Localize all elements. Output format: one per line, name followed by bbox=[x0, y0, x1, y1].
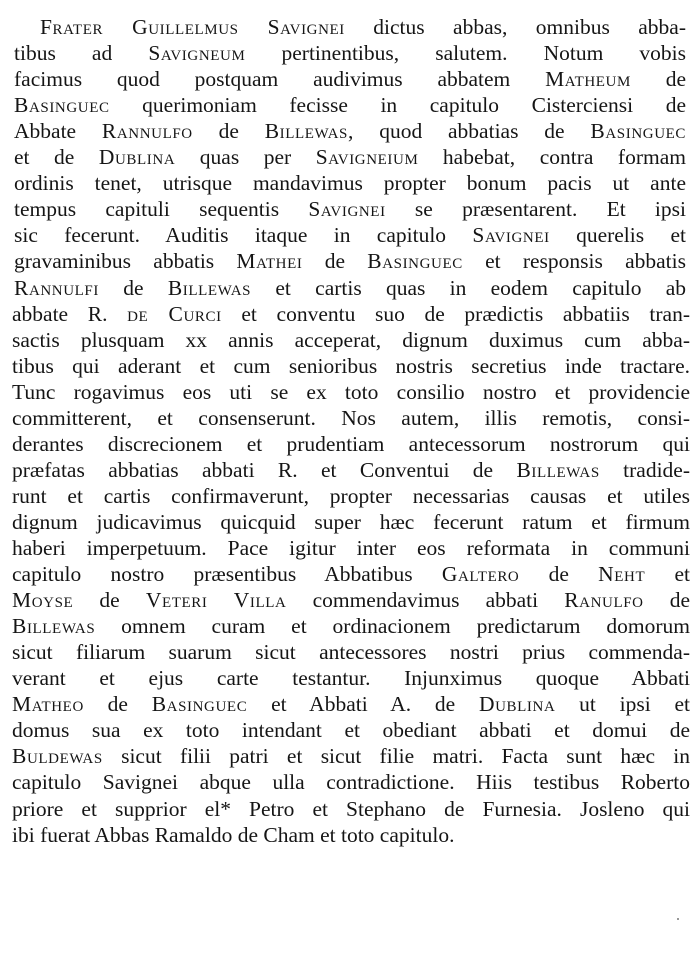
text-run: sicut filiarum suarum sicut antecessores nostri prius commenda- bbox=[12, 640, 690, 664]
text-line bbox=[14, 170, 686, 196]
text-run: domus sua ex toto intendant et obediant abbati et domui de bbox=[12, 718, 690, 742]
small-caps-name: Basinguec bbox=[14, 93, 110, 117]
text-run: derantes discrecionem et prudentiam antecessorum nostrorum qui bbox=[12, 432, 690, 456]
small-caps-name: Savignei bbox=[472, 223, 550, 247]
small-caps-name: Savignei bbox=[308, 197, 386, 221]
text-line bbox=[12, 717, 690, 743]
small-caps-name: Matheum bbox=[545, 67, 631, 91]
text-line bbox=[12, 431, 690, 457]
text-run: ut ipsi et bbox=[555, 692, 690, 716]
text-run: ordinis tenet, utrisque mandavimus propter bonum pacis ut ante bbox=[14, 171, 686, 195]
small-caps-name: Matheo bbox=[12, 692, 84, 716]
text-run: habebat, contra formam bbox=[418, 145, 686, 169]
text-run: omnem curam et ordinacionem predictarum domorum bbox=[95, 614, 690, 638]
text-run: tibus ad bbox=[14, 41, 149, 65]
text-run: haberi imperpetuum. Pace igitur inter eos reformata in communi bbox=[12, 536, 690, 560]
text-run: sicut filii patri et sicut filie matri. Facta sunt hæc in bbox=[102, 744, 690, 768]
text-run: de bbox=[98, 276, 168, 300]
text-run: de bbox=[83, 692, 152, 716]
text-run: Tunc rogavimus eos uti se ex toto consilio nostro et providencie bbox=[12, 380, 690, 404]
small-caps-name: Billewas bbox=[12, 614, 96, 638]
text-line bbox=[12, 535, 690, 561]
text-run: tradide- bbox=[599, 458, 690, 482]
small-caps-name: Billewas bbox=[167, 276, 252, 300]
small-caps-name: Mathei bbox=[236, 249, 303, 273]
text-run: Abbate bbox=[14, 119, 102, 143]
text-run: dictus abbas, omnibus abba- bbox=[344, 15, 686, 39]
text-line bbox=[12, 613, 690, 639]
text-run: querelis et bbox=[549, 223, 686, 247]
text-line bbox=[40, 14, 686, 40]
text-run: et de bbox=[14, 145, 99, 169]
text-run: capitulo Savignei abque ulla contradictione. Hiis testibus Roberto bbox=[12, 770, 690, 794]
text-line bbox=[14, 118, 686, 144]
text-run: verant et ejus carte testantur. Injunximus quoque Abbati bbox=[12, 666, 690, 690]
small-caps-name: Rannulfo bbox=[101, 119, 193, 143]
text-run: capitulo nostro præsentibus Abbatibus bbox=[12, 562, 442, 586]
text-line bbox=[12, 587, 690, 613]
text-line bbox=[12, 796, 690, 822]
text-run: sic fecerunt. Auditis itaque in capitulo bbox=[14, 223, 473, 247]
text-line bbox=[12, 379, 690, 405]
text-line bbox=[12, 639, 690, 665]
small-caps-name: Dublina bbox=[98, 145, 176, 169]
text-line bbox=[14, 40, 686, 66]
small-caps-name: Moyse bbox=[12, 588, 74, 612]
text-run: et Abbati A. de bbox=[247, 692, 479, 716]
text-run: de bbox=[519, 562, 599, 586]
text-line bbox=[12, 561, 690, 587]
small-caps-name: Neht bbox=[598, 562, 646, 586]
text-run: quas per bbox=[175, 145, 316, 169]
small-caps-name: Buldewas bbox=[12, 744, 103, 768]
text-run: et bbox=[645, 562, 690, 586]
text-run: facimus quod postquam audivimus abbatem bbox=[14, 67, 546, 91]
text-run: et cartis quas in eodem capitulo ab bbox=[251, 276, 686, 300]
text-run: sactis plusquam xx annis acceperat, dignum duximus cum abba- bbox=[12, 328, 690, 352]
text-line bbox=[12, 301, 690, 327]
text-run: et conventu suo de prædictis abbatiis tran- bbox=[221, 302, 690, 326]
small-caps-name: Rannulfi bbox=[14, 276, 99, 300]
text-line bbox=[12, 327, 690, 353]
text-line bbox=[12, 483, 690, 509]
text-line bbox=[14, 66, 686, 92]
text-line bbox=[12, 691, 690, 717]
text-run: tibus qui aderant et cum senioribus nostris secretius inde tractare. bbox=[12, 354, 690, 378]
small-caps-name: Billewas bbox=[264, 119, 348, 143]
text-run: , quod abbatias de bbox=[347, 119, 591, 143]
small-caps-name: Frater Guillelmus Savignei bbox=[40, 15, 345, 39]
small-caps-name: Galtero bbox=[441, 562, 520, 586]
small-caps-name: Basinguec bbox=[367, 249, 463, 273]
text-run: de bbox=[302, 249, 368, 273]
text-line bbox=[12, 665, 690, 691]
text-run: priore et supprior el* Petro et Stephano de Furnesia. Josleno qui bbox=[12, 797, 690, 821]
text-run: de bbox=[73, 588, 146, 612]
text-line bbox=[12, 743, 690, 769]
text-line bbox=[12, 822, 690, 848]
text-run: committerent, et consenserunt. Nos autem, illis remotis, consi- bbox=[12, 406, 690, 430]
text-run: pertinentibus, salutem. Notum vobis bbox=[245, 41, 686, 65]
text-run: de bbox=[192, 119, 265, 143]
text-line bbox=[12, 769, 690, 795]
stray-mark bbox=[677, 918, 679, 920]
text-line bbox=[14, 196, 686, 222]
text-run: runt et cartis confirmaverunt, propter necessarias causas et utiles bbox=[12, 484, 690, 508]
small-caps-name: Savigneum bbox=[148, 41, 246, 65]
text-run: de bbox=[643, 588, 691, 612]
small-caps-name: Basinguec bbox=[151, 692, 248, 716]
text-line bbox=[12, 457, 690, 483]
text-run: tempus capituli sequentis bbox=[14, 197, 309, 221]
small-caps-name: de Curci bbox=[127, 302, 222, 326]
small-caps-name: Savigneium bbox=[315, 145, 419, 169]
text-run: ibi fuerat Abbas Ramaldo de Cham et toto capitulo. bbox=[12, 823, 455, 847]
text-run: de bbox=[630, 67, 686, 91]
text-line bbox=[14, 144, 686, 170]
text-run: præfatas abbatias abbati R. et Conventui de bbox=[12, 458, 517, 482]
text-run: et responsis abbatis bbox=[462, 249, 686, 273]
text-line bbox=[12, 509, 690, 535]
text-line bbox=[14, 92, 686, 118]
text-line bbox=[12, 353, 690, 379]
text-line bbox=[14, 222, 686, 248]
text-run: gravaminibus abbatis bbox=[14, 249, 237, 273]
small-caps-name: Ranulfo bbox=[564, 588, 644, 612]
text-run: se præsentarent. Et ipsi bbox=[385, 197, 686, 221]
small-caps-name: Veteri Villa bbox=[145, 588, 287, 612]
small-caps-name: Basinguec bbox=[590, 119, 686, 143]
small-caps-name: Billewas bbox=[516, 458, 600, 482]
text-line bbox=[14, 248, 686, 274]
text-run: querimoniam fecisse in capitulo Cisterciensi de bbox=[109, 93, 686, 117]
text-run: commendavimus abbati bbox=[286, 588, 565, 612]
text-run: abbate R. bbox=[12, 302, 128, 326]
small-caps-name: Dublina bbox=[479, 692, 556, 716]
text-line bbox=[12, 405, 690, 431]
text-run: dignum judicavimus quicquid super hæc fecerunt ratum et firmum bbox=[12, 510, 690, 534]
text-line bbox=[14, 275, 686, 301]
